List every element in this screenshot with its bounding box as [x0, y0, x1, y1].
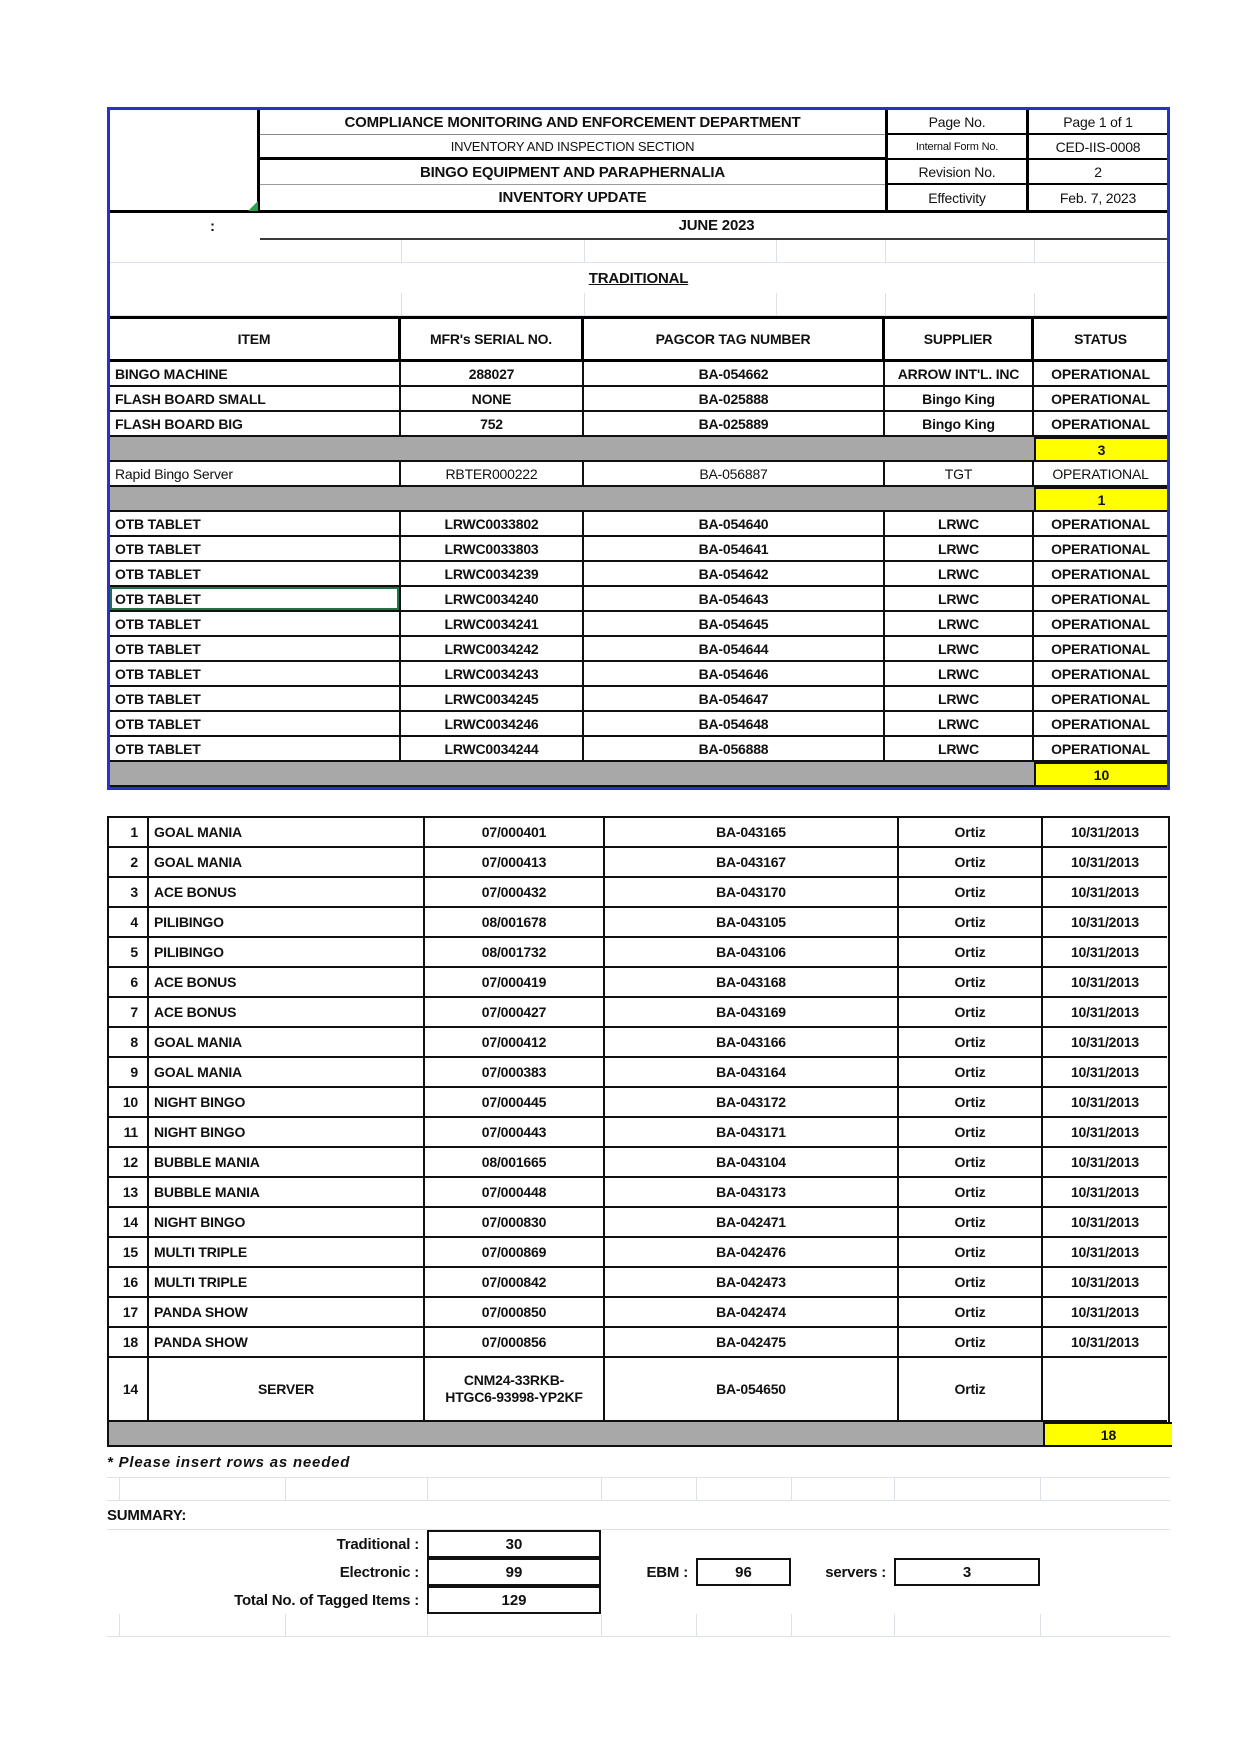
cell-supplier: LRWC	[885, 712, 1034, 737]
cell-status: OPERATIONAL	[1034, 512, 1167, 537]
traditional-rows	[110, 362, 1167, 437]
form-header	[110, 110, 1167, 213]
cell-row-number: 12	[109, 1148, 149, 1178]
cell-row-number: 10	[109, 1088, 149, 1118]
cell-tag: BA-043167	[605, 848, 899, 878]
cell-serial: LRWC0034241	[401, 612, 584, 637]
table-row	[110, 737, 1167, 762]
otb-rows	[110, 512, 1167, 762]
cell-serial: LRWC0034242	[401, 637, 584, 662]
summary-label-ebm: EBM :	[646, 1563, 688, 1581]
cell-serial: 07/000443	[425, 1118, 605, 1148]
form-title-department: COMPLIANCE MONITORING AND ENFORCEMENT DEPARTMENT	[260, 110, 885, 135]
cell-supplier: Ortiz	[899, 908, 1043, 938]
table-header-row	[110, 316, 1167, 362]
summary-label-electronic: Electronic :	[339, 1563, 419, 1581]
cell-serial: LRWC0034239	[401, 562, 584, 587]
table-row	[110, 562, 1167, 587]
cell-serial: 07/000412	[425, 1028, 605, 1058]
table-row	[110, 512, 1167, 537]
cell-item: MULTI TRIPLE	[149, 1268, 425, 1298]
gray-separator	[110, 437, 1034, 462]
numbered-rows	[109, 818, 1168, 1358]
cell-item: OTB TABLET	[110, 637, 401, 662]
cell-item: FLASH BOARD BIG	[110, 412, 401, 437]
table-row	[109, 848, 1168, 878]
table-row	[109, 1118, 1168, 1148]
cell-item: MULTI TRIPLE	[149, 1238, 425, 1268]
cell-date: 10/31/2013	[1043, 1238, 1167, 1268]
cell-status: OPERATIONAL	[1034, 412, 1167, 437]
cell-serial: 07/000427	[425, 998, 605, 1028]
cell-status: OPERATIONAL	[1034, 712, 1167, 737]
table-row	[109, 908, 1168, 938]
table-row	[110, 612, 1167, 637]
cell-item: OTB TABLET	[110, 537, 401, 562]
cell-item: SERVER	[149, 1358, 425, 1422]
empty-grid-row	[107, 1478, 1170, 1501]
table-row	[110, 412, 1167, 437]
column-header-serial: MFR's SERIAL NO.	[401, 319, 584, 359]
cell-tag: BA-056888	[584, 737, 885, 762]
cell-supplier: Bingo King	[885, 387, 1034, 412]
summary-value-ebm: 96	[696, 1558, 791, 1586]
cell-supplier: LRWC	[885, 537, 1034, 562]
meta-label-page-no: Page No.	[885, 110, 1026, 135]
table-row	[110, 637, 1167, 662]
cell-supplier: LRWC	[885, 637, 1034, 662]
table-row	[110, 687, 1167, 712]
period-row	[110, 213, 1167, 240]
cell-tag: BA-042476	[605, 1238, 899, 1268]
cell-status: OPERATIONAL	[1034, 362, 1167, 387]
cell-serial: LRWC0033802	[401, 512, 584, 537]
table-row	[109, 818, 1168, 848]
table-row	[109, 1298, 1168, 1328]
period-separator: :	[210, 218, 215, 235]
cell-tag: BA-043104	[605, 1148, 899, 1178]
meta-value-page-no: Page 1 of 1	[1026, 110, 1167, 135]
cell-date: 10/31/2013	[1043, 818, 1167, 848]
cell-tag: BA-043106	[605, 938, 899, 968]
cell-row-number: 2	[109, 848, 149, 878]
cell-status: OPERATIONAL	[1034, 462, 1167, 487]
cell-tag: BA-043168	[605, 968, 899, 998]
cell-supplier: Ortiz	[899, 1058, 1043, 1088]
table-row	[109, 878, 1168, 908]
logo-cell	[110, 110, 260, 210]
gray-separator	[110, 762, 1034, 787]
cell-row-number: 16	[109, 1268, 149, 1298]
cell-status: OPERATIONAL	[1034, 587, 1167, 612]
section-title-row	[110, 263, 1167, 293]
table-row	[109, 1238, 1168, 1268]
cell-date: 10/31/2013	[1043, 1118, 1167, 1148]
cell-supplier: LRWC	[885, 562, 1034, 587]
cell-serial: RBTER000222	[401, 462, 584, 487]
cell-item: Rapid Bingo Server	[110, 462, 401, 487]
gray-separator	[110, 487, 1034, 512]
subtotal-row	[110, 487, 1167, 512]
cell-date: 10/31/2013	[1043, 1298, 1167, 1328]
cell-item: NIGHT BINGO	[149, 1118, 425, 1148]
cell-status: OPERATIONAL	[1034, 737, 1167, 762]
cell-row-number: 6	[109, 968, 149, 998]
subtotal-value: 1	[1034, 487, 1167, 512]
empty-grid-row	[110, 293, 1167, 316]
cell-supplier: LRWC	[885, 512, 1034, 537]
cell-tag: BA-056887	[584, 462, 885, 487]
empty-grid-row	[110, 240, 1167, 263]
cell-date: 10/31/2013	[1043, 1028, 1167, 1058]
cell-supplier: LRWC	[885, 687, 1034, 712]
cell-item: ACE BONUS	[149, 878, 425, 908]
cell-tag: BA-043171	[605, 1118, 899, 1148]
meta-label-internal-form-no: Internal Form No.	[885, 135, 1026, 160]
meta-value-effectivity: Feb. 7, 2023	[1026, 185, 1167, 210]
cell-supplier: LRWC	[885, 737, 1034, 762]
cell-tag: BA-042474	[605, 1298, 899, 1328]
cell-supplier: LRWC	[885, 662, 1034, 687]
cell-tag: BA-025888	[584, 387, 885, 412]
form-title-equipment: BINGO EQUIPMENT AND PARAPHERNALIA	[260, 160, 885, 185]
cell-item: OTB TABLET	[110, 712, 401, 737]
table-row	[109, 1058, 1168, 1088]
table-row	[110, 537, 1167, 562]
cell-tag: BA-054662	[584, 362, 885, 387]
cell-item: OTB TABLET	[110, 587, 401, 612]
cell-item: OTB TABLET	[110, 662, 401, 687]
cell-item: FLASH BOARD SMALL	[110, 387, 401, 412]
cell-tag: BA-054650	[605, 1358, 899, 1422]
table-row	[109, 1208, 1168, 1238]
cell-status: OPERATIONAL	[1034, 537, 1167, 562]
cell-supplier: Ortiz	[899, 1088, 1043, 1118]
cell-item: PANDA SHOW	[149, 1298, 425, 1328]
cell-item: PILIBINGO	[149, 938, 425, 968]
cell-serial: 08/001678	[425, 908, 605, 938]
subtotal-value: 3	[1034, 437, 1167, 462]
cell-item: GOAL MANIA	[149, 1028, 425, 1058]
cell-status: OPERATIONAL	[1034, 662, 1167, 687]
cell-item: NIGHT BINGO	[149, 1088, 425, 1118]
cell-tag: BA-054646	[584, 662, 885, 687]
cell-row-number: 8	[109, 1028, 149, 1058]
cell-serial: 752	[401, 412, 584, 437]
inventory-sheet	[107, 107, 1170, 1637]
cell-serial	[425, 1358, 605, 1422]
cell-serial: 07/000419	[425, 968, 605, 998]
table-row	[109, 1028, 1168, 1058]
cell-serial: LRWC0034246	[401, 712, 584, 737]
cell-serial: 07/000383	[425, 1058, 605, 1088]
cell-supplier: Ortiz	[899, 998, 1043, 1028]
empty-grid-row	[107, 1614, 1170, 1637]
cell-serial: 07/000401	[425, 818, 605, 848]
cell-status: OPERATIONAL	[1034, 637, 1167, 662]
summary-row-electronic	[107, 1558, 1170, 1586]
cell-tag: BA-054641	[584, 537, 885, 562]
subtotal-value: 18	[1043, 1422, 1172, 1447]
cell-row-number: 1	[109, 818, 149, 848]
table-row-server	[109, 1358, 1168, 1422]
meta-value-revision-no: 2	[1026, 160, 1167, 185]
table-row	[109, 938, 1168, 968]
serial-line-1: CNM24-33RKB-	[463, 1371, 565, 1388]
cell-tag: BA-054640	[584, 512, 885, 537]
section-gap	[107, 790, 1170, 816]
cell-tag: BA-054647	[584, 687, 885, 712]
traditional-page-box	[107, 107, 1170, 790]
cell-serial: LRWC0034245	[401, 687, 584, 712]
cell-date: 10/31/2013	[1043, 968, 1167, 998]
cell-tag: BA-043166	[605, 1028, 899, 1058]
table-row	[110, 587, 1167, 612]
cell-serial: 07/000850	[425, 1298, 605, 1328]
cell-date: 10/31/2013	[1043, 1178, 1167, 1208]
cell-supplier: LRWC	[885, 612, 1034, 637]
table-row	[110, 662, 1167, 687]
cell-item: OTB TABLET	[110, 512, 401, 537]
cell-supplier: Ortiz	[899, 1238, 1043, 1268]
cell-supplier: Ortiz	[899, 848, 1043, 878]
cell-supplier: Ortiz	[899, 1208, 1043, 1238]
cell-date: 10/31/2013	[1043, 878, 1167, 908]
cell-serial: 08/001732	[425, 938, 605, 968]
cell-date: 10/31/2013	[1043, 1058, 1167, 1088]
cell-row-number: 14	[109, 1208, 149, 1238]
cell-serial: 07/000445	[425, 1088, 605, 1118]
cell-item: ACE BONUS	[149, 998, 425, 1028]
serial-line-2: HTGC6-93998-YP2KF	[445, 1389, 583, 1405]
cell-serial: LRWC0033803	[401, 537, 584, 562]
summary-value-electronic: 99	[427, 1558, 601, 1586]
cell-status: OPERATIONAL	[1034, 387, 1167, 412]
cell-serial: LRWC0034244	[401, 737, 584, 762]
cell-serial: LRWC0034240	[401, 587, 584, 612]
table-row	[109, 1328, 1168, 1358]
cell-supplier: Ortiz	[899, 1358, 1043, 1422]
subtotal-row	[110, 437, 1167, 462]
column-header-tag: PAGCOR TAG NUMBER	[584, 319, 885, 359]
cell-row-number: 7	[109, 998, 149, 1028]
cell-item: PILIBINGO	[149, 908, 425, 938]
cell-date: 10/31/2013	[1043, 1208, 1167, 1238]
cell-supplier: ARROW INT'L. INC	[885, 362, 1034, 387]
cell-item: GOAL MANIA	[149, 1058, 425, 1088]
meta-label-revision-no: Revision No.	[885, 160, 1026, 185]
cell-supplier: Ortiz	[899, 1028, 1043, 1058]
cell-row-number: 4	[109, 908, 149, 938]
subtotal-row	[109, 1422, 1168, 1447]
cell-item: BUBBLE MANIA	[149, 1178, 425, 1208]
numbered-table	[107, 816, 1170, 1447]
cell-tag: BA-043165	[605, 818, 899, 848]
cell-supplier: Bingo King	[885, 412, 1034, 437]
cell-supplier: Ortiz	[899, 1178, 1043, 1208]
cell-date: 10/31/2013	[1043, 848, 1167, 878]
cell-tag: BA-043172	[605, 1088, 899, 1118]
cell-status: OPERATIONAL	[1034, 562, 1167, 587]
cell-item: GOAL MANIA	[149, 818, 425, 848]
cell-serial: 07/000842	[425, 1268, 605, 1298]
subtotal-row	[110, 762, 1167, 787]
green-corner-marker-icon	[248, 201, 258, 211]
table-row	[109, 1088, 1168, 1118]
cell-supplier: Ortiz	[899, 1118, 1043, 1148]
cell-tag: BA-025889	[584, 412, 885, 437]
cell-supplier: Ortiz	[899, 818, 1043, 848]
table-row	[110, 387, 1167, 412]
cell-serial: 07/000830	[425, 1208, 605, 1238]
cell-item: PANDA SHOW	[149, 1328, 425, 1358]
cell-row-number: 14	[109, 1358, 149, 1422]
table-row	[110, 462, 1167, 487]
cell-row-number: 9	[109, 1058, 149, 1088]
cell-supplier: Ortiz	[899, 1268, 1043, 1298]
cell-tag: BA-054645	[584, 612, 885, 637]
summary-row-traditional	[107, 1530, 1170, 1558]
period-value: JUNE 2023	[260, 213, 1170, 240]
cell-supplier: Ortiz	[899, 968, 1043, 998]
cell-supplier: TGT	[885, 462, 1034, 487]
cell-tag: BA-043169	[605, 998, 899, 1028]
cell-serial: 08/001665	[425, 1148, 605, 1178]
gray-separator	[109, 1422, 1043, 1447]
cell-item: BUBBLE MANIA	[149, 1148, 425, 1178]
column-header-supplier: SUPPLIER	[885, 319, 1034, 359]
cell-date: 10/31/2013	[1043, 1328, 1167, 1358]
cell-item: NIGHT BINGO	[149, 1208, 425, 1238]
cell-row-number: 3	[109, 878, 149, 908]
summary-value-servers: 3	[894, 1558, 1040, 1586]
cell-status: OPERATIONAL	[1034, 687, 1167, 712]
cell-tag: BA-043164	[605, 1058, 899, 1088]
cell-serial: 288027	[401, 362, 584, 387]
cell-item: OTB TABLET	[110, 687, 401, 712]
cell-tag: BA-042475	[605, 1328, 899, 1358]
cell-serial: LRWC0034243	[401, 662, 584, 687]
summary-heading: SUMMARY:	[107, 1501, 1170, 1530]
cell-supplier: Ortiz	[899, 878, 1043, 908]
form-title-section: INVENTORY AND INSPECTION SECTION	[260, 135, 885, 160]
cell-row-number: 13	[109, 1178, 149, 1208]
summary-value-traditional: 30	[427, 1530, 601, 1558]
cell-item: ACE BONUS	[149, 968, 425, 998]
cell-row-number: 15	[109, 1238, 149, 1268]
cell-tag: BA-054644	[584, 637, 885, 662]
cell-row-number: 5	[109, 938, 149, 968]
cell-item: GOAL MANIA	[149, 848, 425, 878]
cell-item: OTB TABLET	[110, 562, 401, 587]
cell-date: 10/31/2013	[1043, 908, 1167, 938]
cell-date: 10/31/2013	[1043, 1148, 1167, 1178]
cell-supplier: Ortiz	[899, 1298, 1043, 1328]
insert-rows-note: * Please insert rows as needed	[107, 1447, 1170, 1478]
cell-tag: BA-054643	[584, 587, 885, 612]
cell-tag: BA-054642	[584, 562, 885, 587]
form-title-inventory-update: INVENTORY UPDATE	[498, 189, 647, 206]
cell-supplier: Ortiz	[899, 938, 1043, 968]
summary-value-total: 129	[427, 1586, 601, 1614]
cell-item: OTB TABLET	[110, 612, 401, 637]
column-header-status: STATUS	[1074, 331, 1127, 347]
cell-serial: 07/000432	[425, 878, 605, 908]
table-row	[110, 362, 1167, 387]
table-row	[109, 968, 1168, 998]
summary-label-total: Total No. of Tagged Items :	[234, 1591, 419, 1609]
cell-tag: BA-042473	[605, 1268, 899, 1298]
cell-item: OTB TABLET	[110, 737, 401, 762]
cell-supplier: LRWC	[885, 587, 1034, 612]
cell-date: 10/31/2013	[1043, 1268, 1167, 1298]
summary-row-total	[107, 1586, 1170, 1614]
cell-row-number: 17	[109, 1298, 149, 1328]
table-row	[109, 998, 1168, 1028]
column-header-item: ITEM	[110, 319, 401, 359]
cell-row-number: 18	[109, 1328, 149, 1358]
cell-serial: NONE	[401, 387, 584, 412]
cell-date: 10/31/2013	[1043, 998, 1167, 1028]
cell-tag: BA-042471	[605, 1208, 899, 1238]
cell-serial: 07/000856	[425, 1328, 605, 1358]
cell-date: 10/31/2013	[1043, 938, 1167, 968]
cell-date	[1043, 1358, 1167, 1422]
subtotal-value: 10	[1034, 762, 1167, 787]
cell-item: BINGO MACHINE	[110, 362, 401, 387]
section-title: TRADITIONAL	[588, 269, 689, 287]
table-row	[109, 1268, 1168, 1298]
cell-supplier: Ortiz	[899, 1148, 1043, 1178]
summary-label-servers: servers :	[825, 1563, 886, 1581]
cell-serial: 07/000413	[425, 848, 605, 878]
cell-tag: BA-043173	[605, 1178, 899, 1208]
cell-tag: BA-043170	[605, 878, 899, 908]
cell-serial: 07/000448	[425, 1178, 605, 1208]
meta-label-effectivity: Effectivity	[885, 185, 1026, 210]
cell-tag: BA-054648	[584, 712, 885, 737]
cell-status: OPERATIONAL	[1034, 612, 1167, 637]
table-row	[109, 1178, 1168, 1208]
cell-supplier: Ortiz	[899, 1328, 1043, 1358]
table-row	[110, 712, 1167, 737]
cell-tag: BA-043105	[605, 908, 899, 938]
summary-label-traditional: Traditional :	[336, 1535, 419, 1553]
cell-serial: 07/000869	[425, 1238, 605, 1268]
cell-date: 10/31/2013	[1043, 1088, 1167, 1118]
table-row	[109, 1148, 1168, 1178]
cell-row-number: 11	[109, 1118, 149, 1148]
meta-value-internal-form-no: CED-IIS-0008	[1026, 135, 1167, 160]
